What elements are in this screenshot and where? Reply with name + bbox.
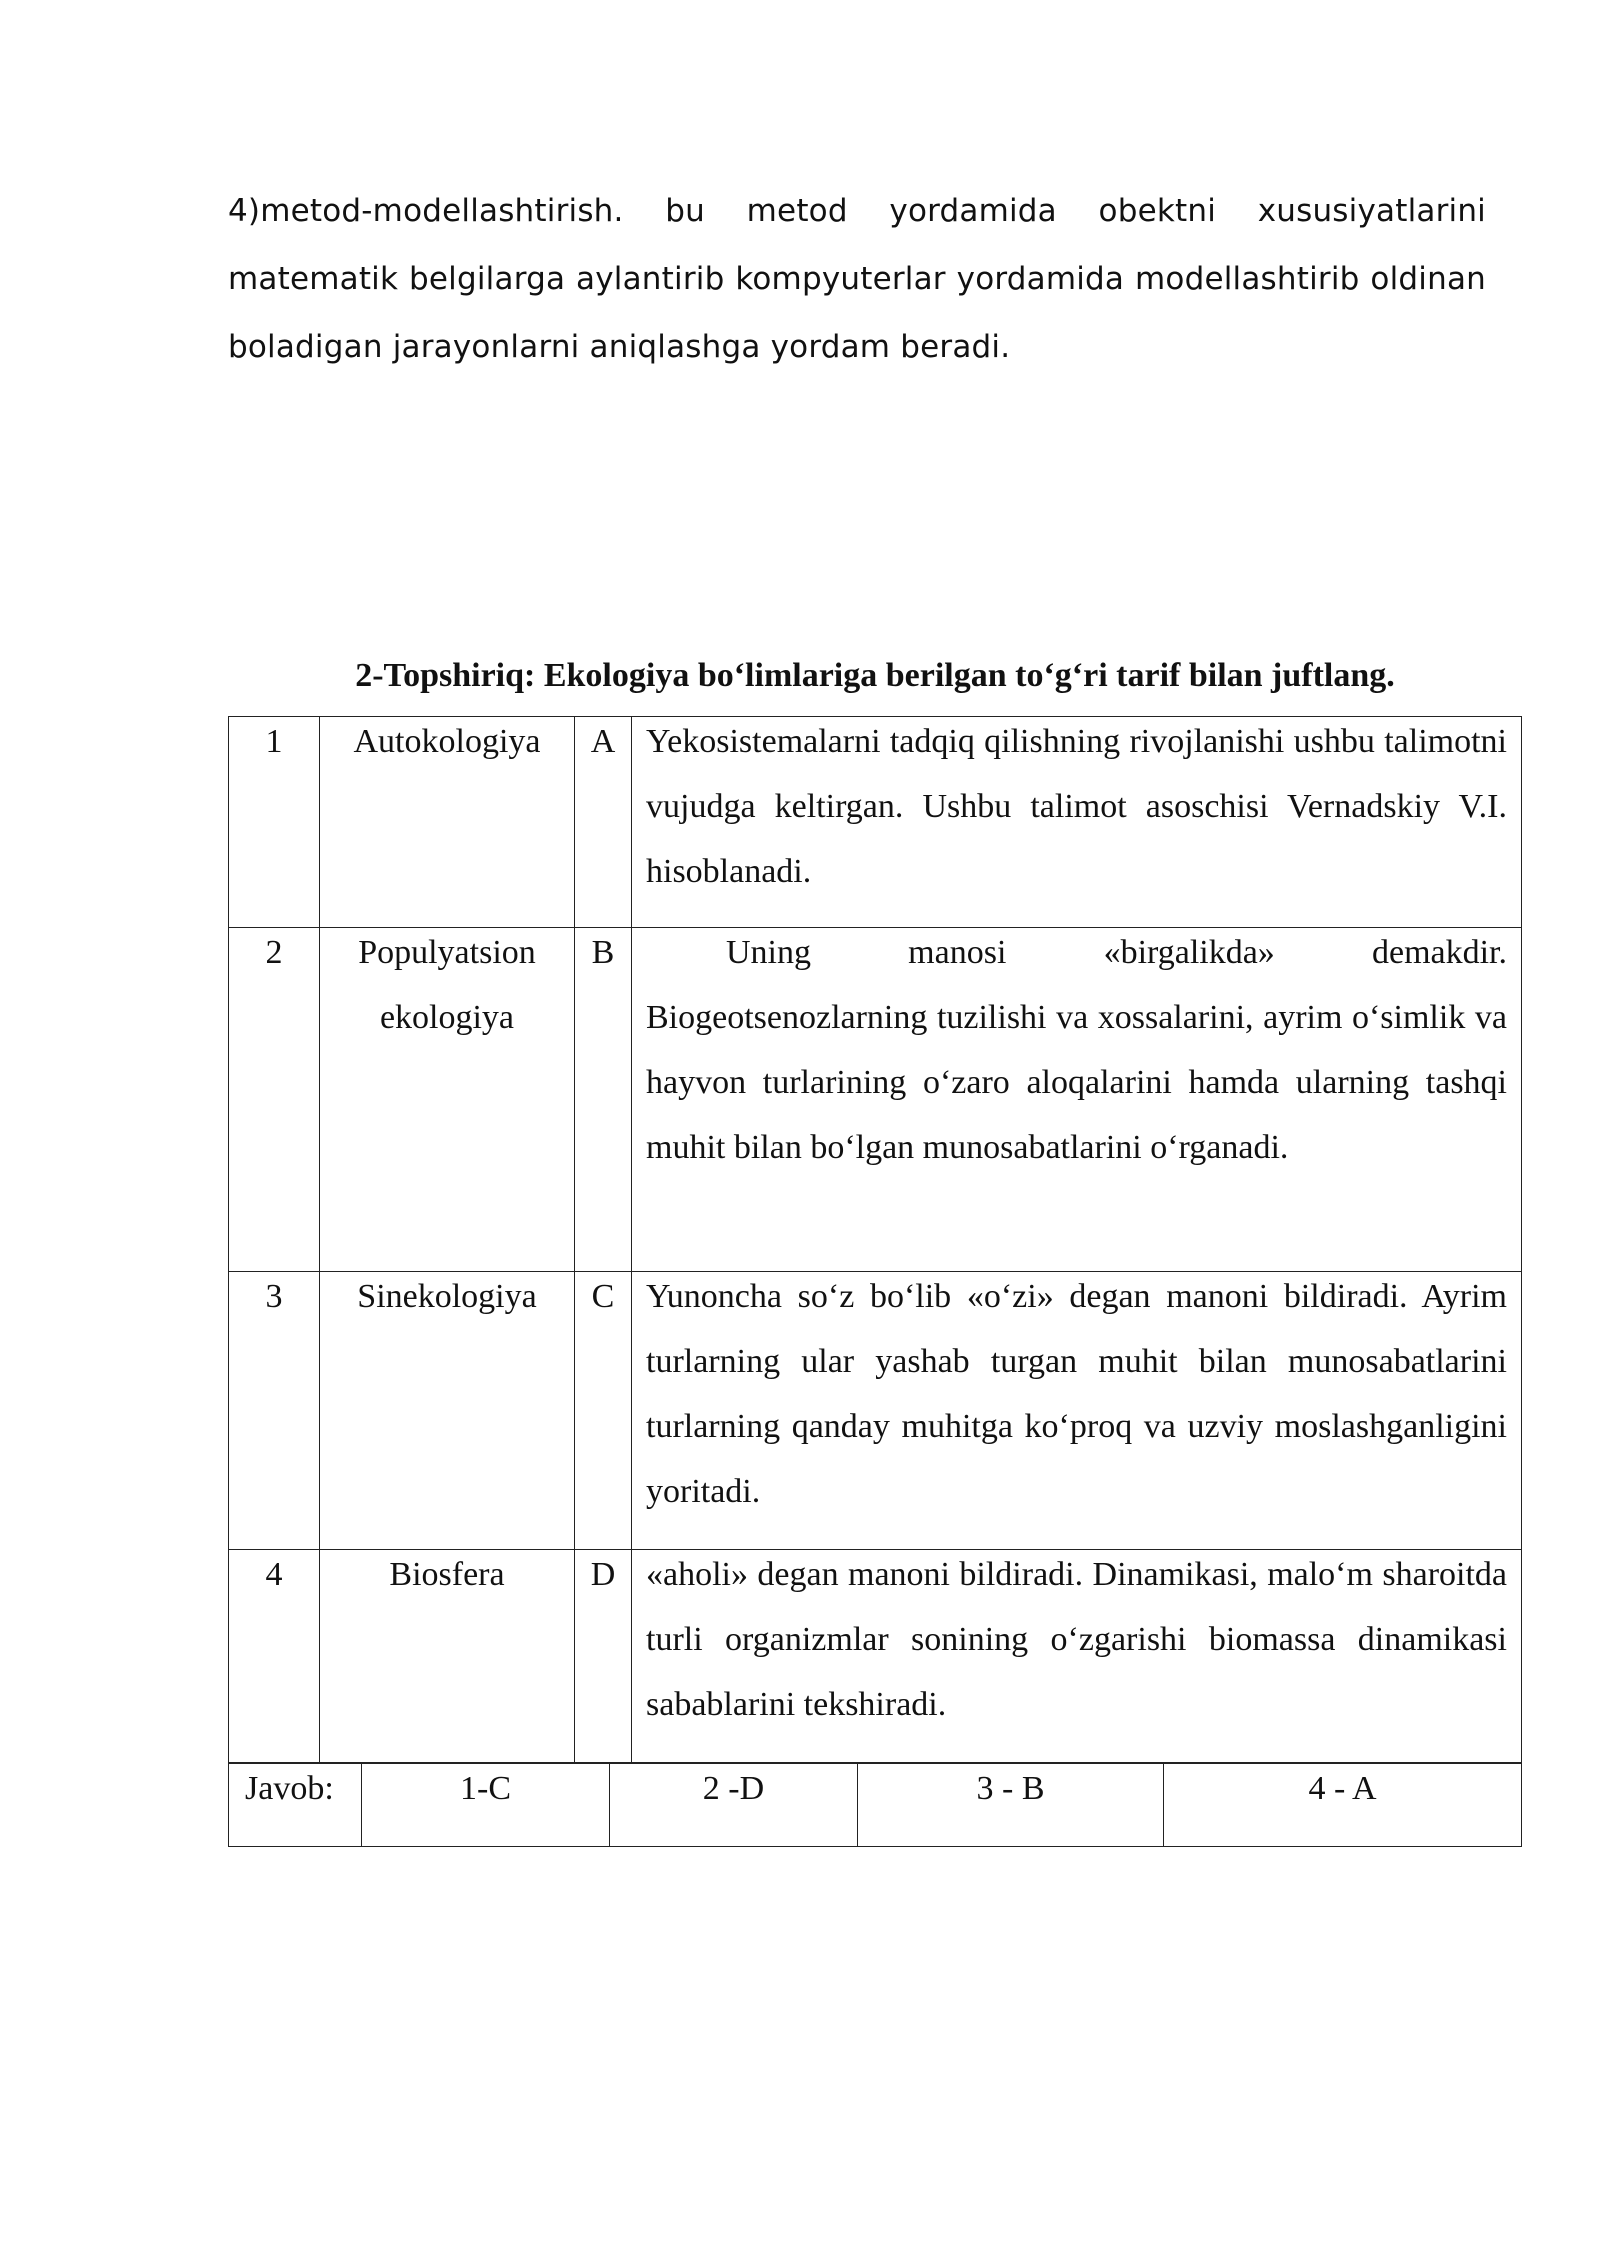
definition-letter: C	[591, 1278, 615, 1315]
term-label: Biosfera	[389, 1556, 505, 1593]
table-row	[229, 717, 1522, 928]
definition-cell	[632, 1550, 1522, 1763]
answer-item: 3 - B	[858, 1764, 1164, 1847]
term-cell	[320, 1550, 575, 1763]
term-label: Populyatsion ekologiya	[358, 934, 536, 1036]
row-number: 2	[265, 934, 283, 971]
row-number-cell	[229, 717, 320, 928]
table-row	[229, 1272, 1522, 1550]
letter-cell	[575, 1272, 632, 1550]
definition-letter: D	[590, 1556, 616, 1593]
intro-paragraph: 4)metod-modellashtirish. bu metod yordamida obektni xususiyatlarini matematik belgilarga aylantirib kompyuterlar yordamida modellashtirib oldinan boladigan jarayonlarni aniqlashga yordam beradi.	[228, 193, 1486, 365]
letter-cell	[575, 1550, 632, 1763]
definition-cell	[632, 1272, 1522, 1550]
answer-table	[228, 1763, 1522, 1847]
table-row	[229, 928, 1522, 1272]
answer-row	[229, 1764, 1522, 1847]
answer-label: Javob:	[229, 1764, 362, 1847]
term-cell	[320, 717, 575, 928]
definition-cell	[632, 928, 1522, 1272]
task-title: 2-Topshiriq: Ekologiya bo‘limlariga berilgan to‘g‘ri tarif bilan juftlang.	[355, 657, 1395, 694]
letter-cell	[575, 928, 632, 1272]
definition-text: Uning manosi «birgalikda» demakdir. Biogeotsenozlarning tuzilishi va xossalarini, ayrim o‘simlik va hayvon turlarining o‘zaro aloqalarini hamda ularning tashqi muhit bilan bo‘lgan munosabatlarini o‘rganadi.	[646, 934, 1507, 1166]
row-number: 1	[265, 723, 283, 760]
table-row	[229, 1550, 1522, 1763]
definition-text: «aholi» degan manoni bildiradi. Dinamikasi, malo‘m sharoitda turli organizmlar sonining o‘zgarishi biomassa dinamikasi sabablarini tekshiradi.	[646, 1556, 1507, 1723]
row-number-cell	[229, 1550, 320, 1763]
answer-item: 2 -D	[610, 1764, 858, 1847]
row-number-cell	[229, 1272, 320, 1550]
answer-item: 1-C	[362, 1764, 610, 1847]
definition-text: Yunoncha so‘z bo‘lib «o‘zi» degan manoni bildiradi. Ayrim turlarning ular yashab turgan muhit bilan munosabatlarini turlarning qanday muhitga ko‘proq va uzviy moslashganligini yoritadi.	[646, 1278, 1507, 1510]
definition-cell	[632, 717, 1522, 928]
definition-text: Yekosistemalarni tadqiq qilishning rivojlanishi ushbu talimotni vujudga keltirgan. Ushbu talimot asoschisi Vernadskiy V.I. hisoblanadi.	[646, 723, 1507, 890]
row-number: 4	[265, 1556, 283, 1593]
definition-letter: A	[590, 723, 616, 760]
definition-letter: B	[591, 934, 615, 971]
letter-cell	[575, 717, 632, 928]
term-label: Sinekologiya	[357, 1278, 537, 1315]
matching-table	[228, 716, 1522, 1763]
answer-item: 4 - A	[1164, 1764, 1522, 1847]
row-number-cell	[229, 928, 320, 1272]
term-cell	[320, 1272, 575, 1550]
term-cell	[320, 928, 575, 1272]
term-label: Autokologiya	[353, 723, 541, 760]
row-number: 3	[265, 1278, 283, 1315]
